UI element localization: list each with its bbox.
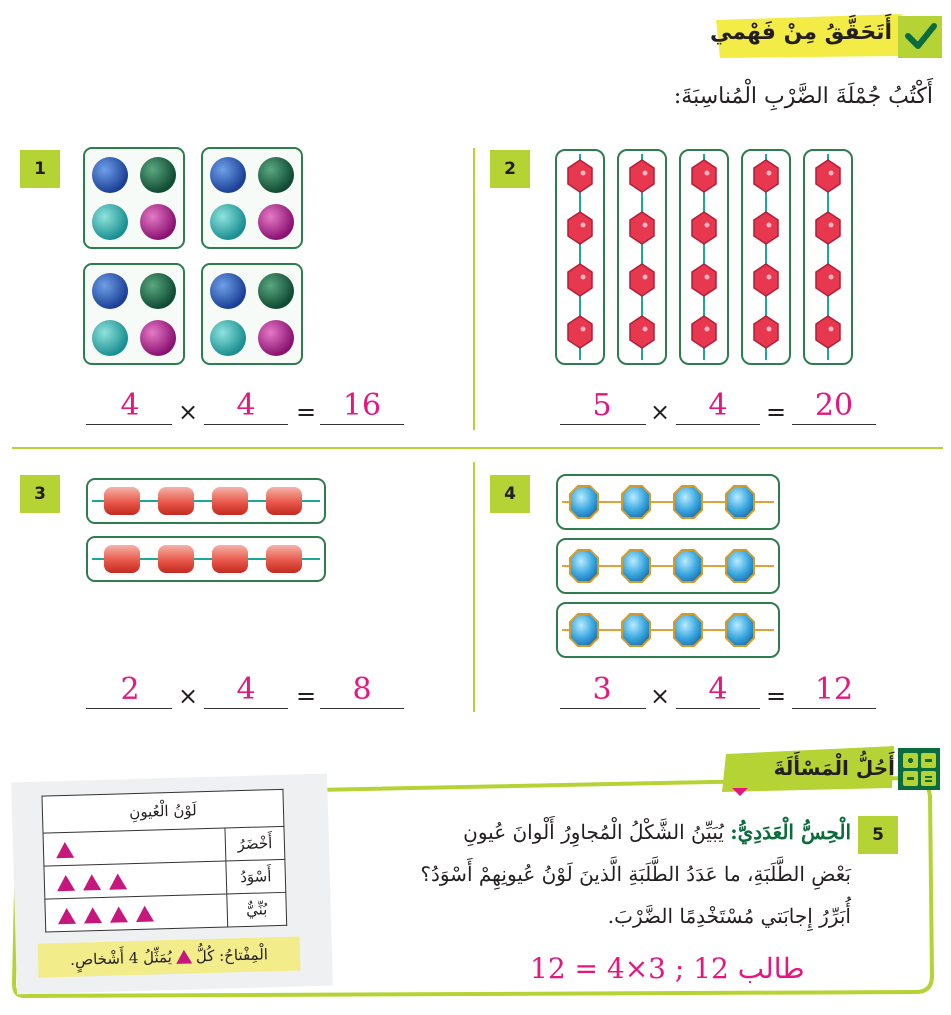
- times-sign: ×: [650, 398, 671, 426]
- problem-number-badge: 5: [858, 816, 898, 854]
- exercise-number-badge: 2: [490, 150, 530, 188]
- equals-sign: =: [296, 398, 317, 426]
- triangle-icon: [110, 906, 128, 922]
- exercise-number-badge: 1: [20, 150, 60, 188]
- factor-2-value: 4: [708, 672, 728, 707]
- marble-groups-illustration: [80, 140, 310, 372]
- pictograph-card: [11, 774, 333, 995]
- triangle-icon: [84, 907, 102, 923]
- times-sign: ×: [650, 682, 671, 710]
- answer-blank: [676, 708, 760, 709]
- product-value: 16: [342, 388, 382, 423]
- product-value: 20: [814, 388, 854, 423]
- pictograph-key: [38, 936, 301, 977]
- triangle-icon: [109, 873, 127, 889]
- row-marks: [44, 861, 227, 899]
- answer-blank: [320, 708, 404, 709]
- grid-divider-vertical-bottom: [473, 462, 475, 712]
- marble-box: [202, 148, 302, 248]
- answer-blank: [86, 708, 172, 709]
- answer-blank: [792, 424, 876, 425]
- problem-answer: 12 = 4×3 ; 12 طالب: [530, 952, 805, 985]
- gem-column: [556, 150, 604, 364]
- key-suffix: يُمَثِّلُ 4 أَشْخاصٍ.: [69, 948, 173, 969]
- grid-divider-horizontal: [12, 447, 943, 449]
- answer-blank: [560, 424, 646, 425]
- product-value: 8: [352, 672, 372, 707]
- exercise-number-badge: 4: [490, 475, 530, 513]
- table-title: لَوْنُ الْعُيونِ: [42, 789, 284, 833]
- equals-sign: =: [296, 682, 317, 710]
- equals-sign: =: [766, 398, 787, 426]
- eye-color-table: [41, 789, 287, 933]
- row-label: أَسْوَدُ: [226, 859, 286, 894]
- marble-box: [202, 264, 302, 364]
- instruction-text: أَكْتُبُ جُمْلَةَ الضَّرْبِ الْمُناسِبَةَ:: [673, 84, 933, 109]
- answer-blank: [204, 424, 288, 425]
- table-row: [45, 892, 287, 932]
- equals-sign: =: [766, 682, 787, 710]
- factor-1-value: 3: [592, 672, 612, 707]
- factor-1-value: 2: [120, 672, 140, 707]
- blue-gem-rows-illustration: [554, 472, 784, 658]
- bead-rows-illustration: [84, 476, 330, 586]
- row-label: بُنِّيٌّ: [227, 892, 287, 927]
- gem-columns-illustration: [552, 146, 862, 370]
- factor-2-value: 4: [708, 388, 728, 423]
- bead-row: [87, 537, 325, 581]
- problem-line-3: أُبَرِّرُ إِجابَتي مُسْتَخْدِمًا الضَّرْبَ.: [607, 904, 851, 928]
- marble-box: [84, 148, 184, 248]
- row-label: أَخْضَرُ: [225, 826, 285, 861]
- blue-gem-row: [557, 475, 779, 529]
- answer-blank: [560, 708, 646, 709]
- problem-lead: الْحِسُّ الْعَدَدِيُّ:: [730, 820, 851, 844]
- row-marks: [43, 828, 226, 866]
- triangle-icon: [57, 875, 75, 891]
- answer-blank: [86, 424, 172, 425]
- triangle-icon: [136, 906, 154, 922]
- triangle-icon: [56, 842, 74, 858]
- answer-blank: [792, 708, 876, 709]
- factor-1-value: 5: [592, 388, 612, 423]
- key-prefix: الْمِفْتاحُ: كُلُّ: [195, 945, 269, 966]
- exercise-number-badge: 3: [20, 475, 60, 513]
- triangle-icon: [58, 908, 76, 924]
- times-sign: ×: [178, 398, 199, 426]
- answer-blank: [320, 424, 404, 425]
- triangle-icon: [83, 874, 101, 890]
- header-title: أَتَحَقَّقُ مِنْ فَهْمي: [710, 20, 892, 45]
- answer-blank: [204, 708, 288, 709]
- factor-1-value: 4: [120, 388, 140, 423]
- factor-2-value: 4: [236, 388, 256, 423]
- problem-section-title: أَحُلُّ الْمَسْأَلَةَ: [773, 756, 895, 780]
- answer-blank: [676, 424, 760, 425]
- problem-line-1: [463, 812, 851, 852]
- problem-text-1: يُبَيِّنُ الشَّكْلُ الْمُجاوِرُ أَلْوانَ عُيونِ: [463, 820, 724, 844]
- marble-box: [84, 264, 184, 364]
- problem-line-2: بَعْضِ الطَّلَبَةِ، ما عَدَدُ الطَّلَبَةِ الَّذينَ لَوْنُ عُيونِهِمْ أَسْوَدُ؟: [420, 862, 851, 886]
- times-sign: ×: [178, 682, 199, 710]
- product-value: 12: [814, 672, 854, 707]
- section-header: [712, 12, 944, 60]
- triangle-icon: [176, 949, 192, 963]
- row-marks: [45, 894, 228, 932]
- grid-divider-vertical-top: [473, 148, 475, 430]
- bead-row: [87, 479, 325, 523]
- factor-2-value: 4: [236, 672, 256, 707]
